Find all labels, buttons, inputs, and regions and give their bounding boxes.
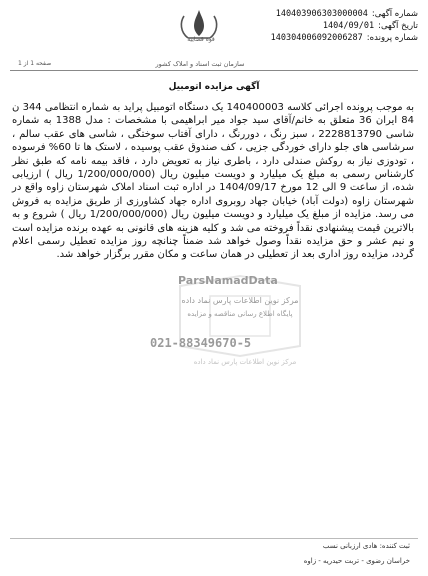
watermark-line-2: پایگاه اطلاع رسانی مناقصه و مزایده (187, 310, 293, 318)
header-divider (10, 70, 418, 71)
notice-body: به موجب پرونده اجرائی کلاسه 140400003 یک دستگاه اتومبیل پراید به شماره انتظامی 344 ن 84 ایران 36 متعلق به خانم/آقای سید جواد میر ابراهیمی با مشخصات : مدل 1388 به شماره شاسی 2228813790 ، سبز رنگ ، دوررنگ ، دارای آفتاب سوختگی ، شاسی های عقب سالم ، سرشاسی های جلو دارای خوردگی جزیی ، کف صندوق عقب پوسیده ، لاستک ها تا 60% فرسوده ، تودوزی نیاز به روکش صندلی دارد ، باطری نیاز به تعویض دارد ، فاقد بیمه نامه که طبق نظر کارشناس رسمی به مبلغ یک میلیارد و دویست میلیون ریال (1/200/000/000 ریال ) ارزیابی شده، از ساعت 9 الی 12 مورخ 1404/09/17 در اداره ثبت اسناد املاک شهرستان زاوه واقع در شهرستان زاوه (دولت آباد) خیابان جهاد روبروی اداره جهاد کشاورزی از طریق مزایده به فروش می رسد. مزایده از مبلغ یک میلیارد و دویست میلیون ریال (1/200/000/000 ریال ) شروع و به بالاترین قیمت پیشنهادی نقداً فروخته می شد و کلیه هزینه های قانونی به عهده برنده مزایده است و نیم عشر و حق مزایده نقداً وصول خواهد شد ضمناً چنانچه روز مزایده تعطیل رسمی اعلام گردد، مزایده روز اداری بعد از تعطیلی در همان ساعت و مکان مقرر برگزار خواهد شد. (12, 102, 415, 261)
notice-number-label: شماره آگهی: (371, 9, 418, 19)
organization-name: سازمان ثبت اسناد و املاک کشور (155, 60, 245, 68)
notice-date-row (271, 20, 418, 32)
watermark-phone: 021-88349670-5 (150, 336, 252, 350)
watermark-line-1: مرکز نوین اطلاعات پارس نماد داده (181, 296, 299, 305)
notice-date-label: تاریخ آگهی: (378, 21, 418, 31)
notice-meta (271, 8, 418, 44)
notice-number: 140403906303000004 (275, 9, 368, 19)
footer-registrar: ثبت کننده: هادی ارزبانی نسب (322, 542, 410, 550)
page-indicator: صفحه 1 از 1 (18, 60, 52, 67)
notice-date: 1404/09/01 (322, 21, 375, 31)
watermark-faint-text: مرکز نوین اطلاعات پارس نماد داده (193, 358, 297, 366)
notice-title: آگهی مزایده اتومبیل (168, 82, 260, 92)
emblem-caption: قوه قضاییه (187, 36, 215, 43)
footer-divider (10, 538, 418, 539)
footer-location: خراسان رضوی - تربت حیدریه - زاوه (303, 557, 410, 565)
case-number-row (271, 32, 418, 44)
case-number: 140304006092006287 (270, 33, 363, 43)
judiciary-emblem-icon (170, 6, 228, 58)
notice-number-row (271, 8, 418, 20)
watermark-brand: ParsNamadData (178, 274, 278, 287)
case-number-label: شماره پرونده: (366, 33, 418, 43)
